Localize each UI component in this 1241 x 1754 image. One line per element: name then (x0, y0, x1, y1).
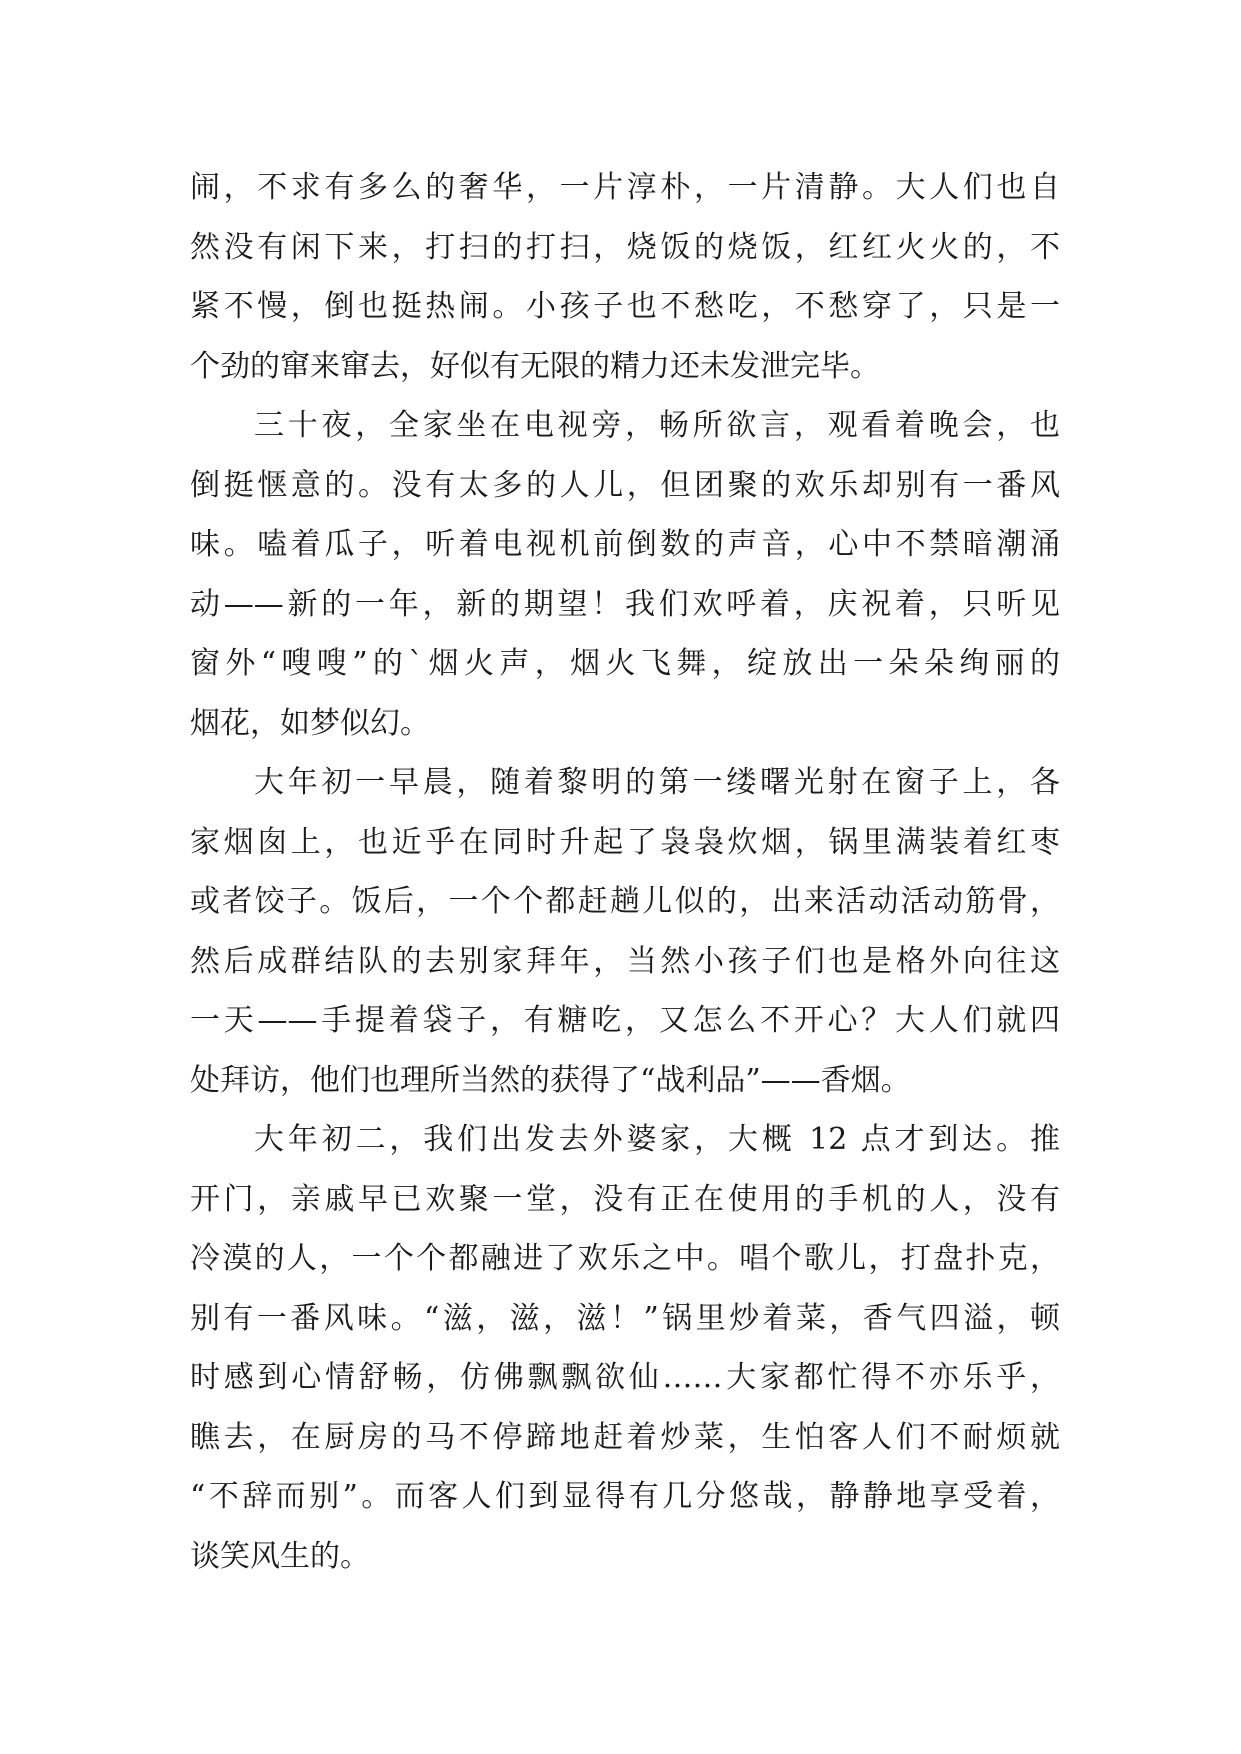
text-line: 一天——手提着袋子，有糖吃，又怎么不开心？大人们就四 (190, 1003, 1060, 1038)
text-line: 家烟囱上，也近乎在同时升起了袅袅炊烟，锅里满装着红枣 (190, 824, 1060, 860)
text-line: 烟花，如梦似幻。 (190, 705, 430, 741)
text-line: 倒挺惬意的。没有太多的人儿，但团聚的欢乐却别有一番风 (190, 467, 1060, 503)
text-line: 窗外“嗖嗖”的`烟火声，烟火飞舞，绽放出一朵朵绚丽的 (190, 646, 1060, 681)
text-line: 处拜访，他们也理所当然的获得了“战利品”——香烟。 (190, 1062, 911, 1098)
text-line: 大年初二，我们出发去外婆家，大概 12 点才到达。推 (254, 1122, 1060, 1157)
text-line: 紧不慢，倒也挺热闹。小孩子也不愁吃，不愁穿了，只是一 (190, 289, 1060, 324)
text-line: 动——新的一年，新的期望！我们欢呼着，庆祝着，只听见 (190, 586, 1060, 622)
text-line: 冷漠的人，一个个都融进了欢乐之中。唱个歌儿，打盘扑克， (190, 1241, 1060, 1276)
text-line: 或者饺子。饭后，一个个都赶趟儿似的，出来活动活动筋骨， (190, 884, 1060, 919)
paragraph (190, 396, 1060, 753)
paragraph (190, 753, 1060, 1110)
text-line: “不辞而别”。而客人们到显得有几分悠哉，静静地享受着， (190, 1479, 1060, 1514)
text-line: 时感到心情舒畅，仿佛飘飘欲仙……大家都忙得不亦乐乎， (190, 1360, 1060, 1395)
text-line: 闹，不求有多么的奢华，一片淳朴，一片清静。大人们也自 (190, 170, 1060, 205)
text-line: 瞧去，在厨房的马不停蹄地赶着炒菜，生怕客人们不耐烦就 (190, 1419, 1060, 1455)
text-line: 然后成群结队的去别家拜年，当然小孩子们也是格外向往这 (190, 943, 1060, 979)
text-line: 然没有闲下来，打扫的打扫，烧饭的烧饭，红红火火的，不 (190, 229, 1060, 265)
text-line: 开门，亲戚早已欢聚一堂，没有正在使用的手机的人，没有 (190, 1181, 1060, 1217)
paragraph (190, 158, 1060, 396)
document-page (190, 158, 1060, 1586)
text-line: 大年初一早晨，随着黎明的第一缕曙光射在窗子上，各 (254, 765, 1060, 800)
text-line: 个劲的窜来窜去，好似有无限的精力还未发泄完毕。 (190, 348, 880, 384)
text-line: 三十夜，全家坐在电视旁，畅所欲言，观看着晚会，也 (254, 408, 1060, 443)
text-line: 谈笑风生的。 (190, 1538, 370, 1574)
paragraph (190, 1110, 1060, 1586)
text-line: 味。嗑着瓜子，听着电视机前倒数的声音，心中不禁暗潮涌 (190, 527, 1060, 562)
text-line: 别有一番风味。“滋，滋，滋！”锅里炒着菜，香气四溢，顿 (190, 1300, 1060, 1336)
